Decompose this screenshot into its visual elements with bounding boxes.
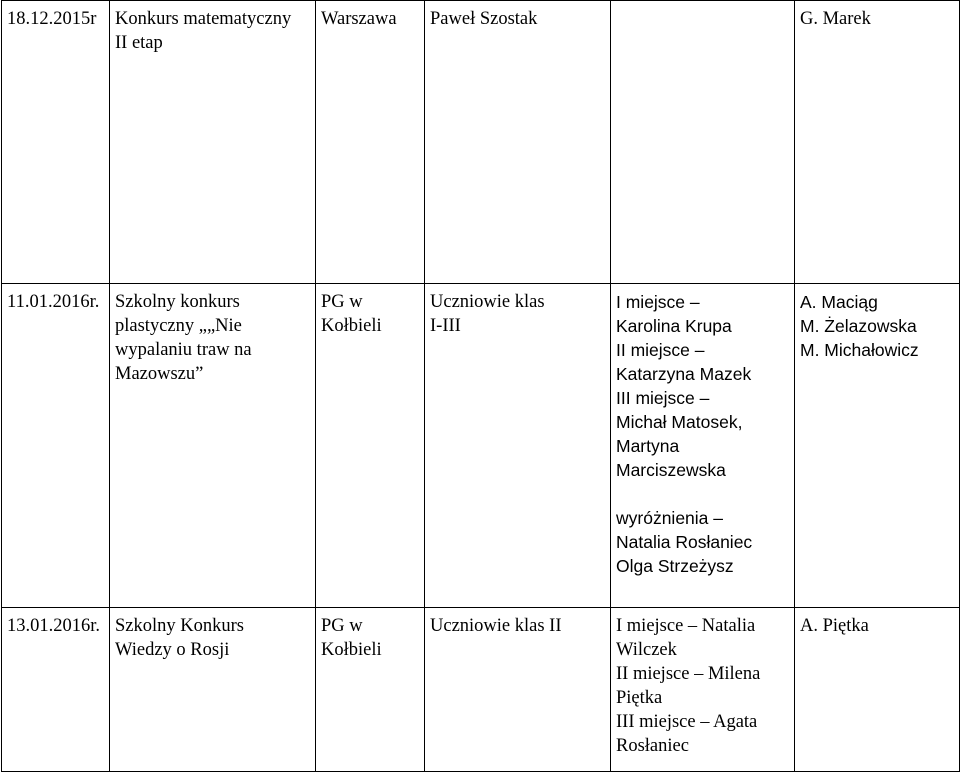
place-cell [316, 608, 425, 772]
event-cell [110, 1, 316, 284]
place-line: Warszawa [321, 9, 397, 29]
result-line: Michał Matosek, [616, 412, 743, 432]
event-line: II etap [115, 33, 163, 53]
spacer [616, 482, 789, 506]
results-cell [611, 608, 795, 772]
event-line: Konkurs matematyczny [115, 9, 292, 29]
teacher-line: A. Piętka [800, 616, 869, 636]
date-cell [2, 284, 110, 608]
event-line: Szkolny Konkurs [115, 616, 244, 636]
place-line: Kołbieli [321, 640, 382, 660]
place-line: Kołbieli [321, 316, 382, 336]
date-cell [2, 1, 110, 284]
teacher-line: M. Michałowicz [800, 340, 919, 360]
result-line: Katarzyna Mazek [616, 364, 752, 384]
date-text: 11.01.2016r. [7, 292, 100, 312]
result-line: III miejsce – [616, 388, 710, 408]
place-line: PG w [321, 616, 363, 636]
participants-cell [425, 608, 611, 772]
result-line: Karolina Krupa [616, 316, 732, 336]
result-line: I miejsce – [616, 292, 700, 312]
result-line: Wilczek [616, 640, 677, 660]
result-line: II miejsce – [616, 340, 705, 360]
distinction-line: wyróżnienia – [616, 508, 723, 528]
table-row [2, 1, 960, 284]
result-line: Marciszewska [616, 460, 726, 480]
results-cell [611, 284, 795, 608]
teacher-line: G. Marek [800, 9, 871, 29]
participants-cell [425, 284, 611, 608]
date-cell [2, 608, 110, 772]
table-row [2, 284, 960, 608]
place-cell [316, 1, 425, 284]
distinction-line: Natalia Rosłaniec [616, 532, 753, 552]
event-cell [110, 608, 316, 772]
teachers-cell [795, 284, 960, 608]
result-line: Piętka [616, 688, 663, 708]
result-line: I miejsce – Natalia [616, 616, 756, 636]
place-cell [316, 284, 425, 608]
event-line: Mazowszu” [115, 364, 204, 384]
teacher-line: A. Maciąg [800, 292, 878, 312]
event-line: wypalaniu traw na [115, 340, 252, 360]
result-line: Rosłaniec [616, 736, 689, 756]
participants-cell [425, 1, 611, 284]
result-line: III miejsce – Agata [616, 712, 758, 732]
event-line: Wiedzy o Rosji [115, 640, 230, 660]
distinction-line: Olga Strzeżysz [616, 556, 734, 576]
event-cell [110, 284, 316, 608]
teacher-line: M. Żelazowska [800, 316, 917, 336]
result-line: II miejsce – Milena [616, 664, 761, 684]
awards-table [1, 0, 960, 772]
teachers-cell [795, 1, 960, 284]
result-line: Martyna [616, 436, 680, 456]
event-line: plastyczny „„Nie [115, 316, 242, 336]
participants-line: I-III [430, 316, 461, 336]
results-cell [611, 1, 795, 284]
event-line: Szkolny konkurs [115, 292, 240, 312]
date-text: 18.12.2015r [7, 9, 97, 29]
participants-line: Paweł Szostak [430, 9, 538, 29]
table-row [2, 608, 960, 772]
participants-line: Uczniowie klas [430, 292, 545, 312]
participants-line: Uczniowie klas II [430, 616, 562, 636]
place-line: PG w [321, 292, 363, 312]
teachers-cell [795, 608, 960, 772]
date-text: 13.01.2016r. [7, 616, 101, 636]
